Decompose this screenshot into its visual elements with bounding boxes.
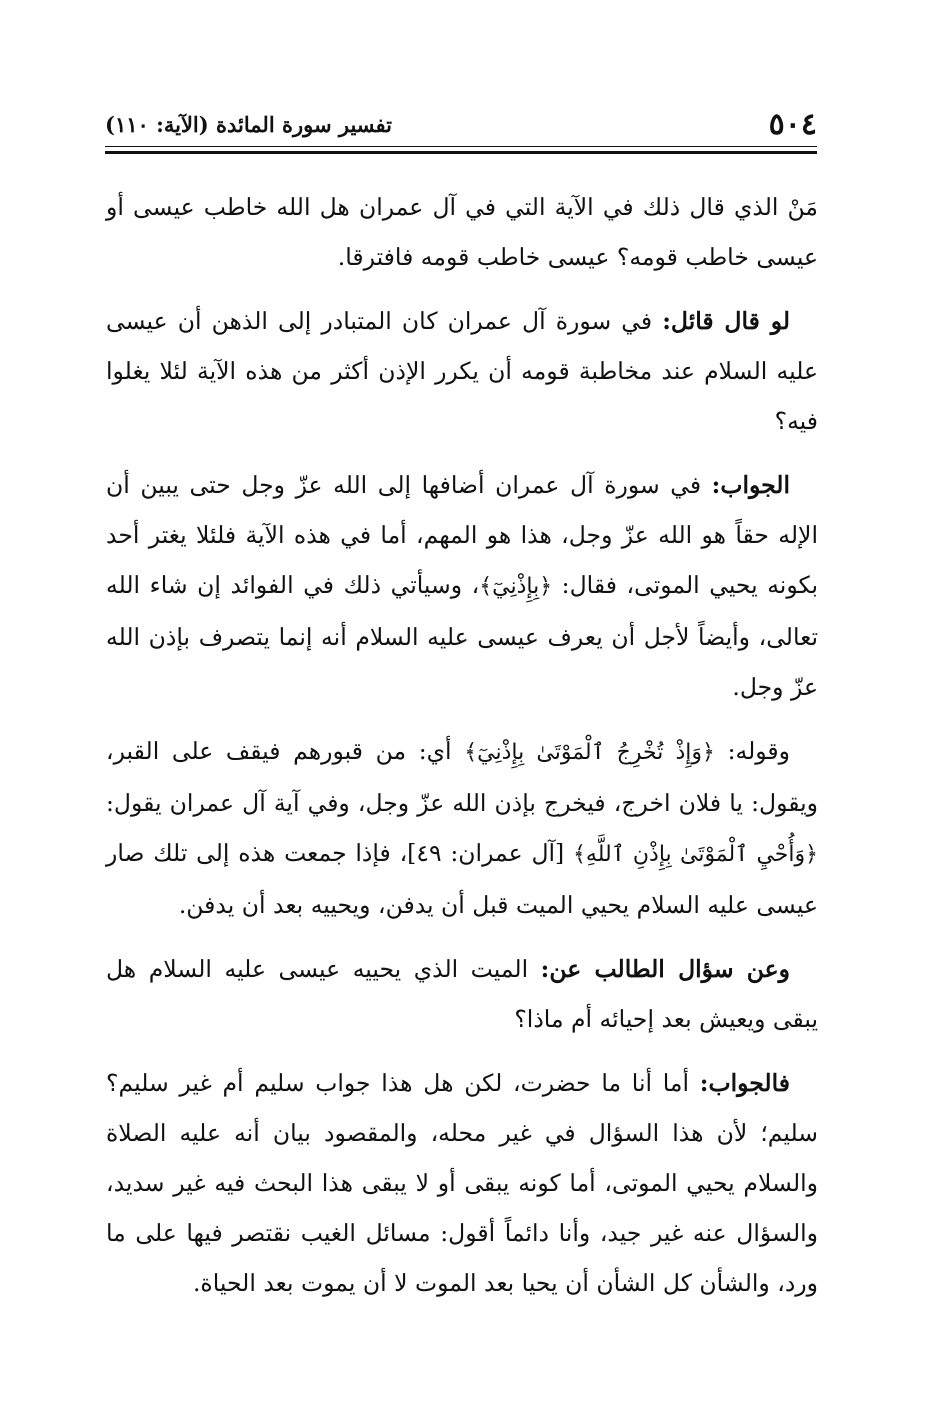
quran-quote: ﴿بِإِذْنِيٓ﴾ xyxy=(479,574,553,599)
paragraph-text: ، وسيأتي ذلك في الفوائد إن شاء الله تعالى، وأيضاً لأجل أن يعرف عيسى عليه السلام أنه إنما يتصرف بإذن الله عزّ وجل. xyxy=(106,571,818,701)
running-title: تفسير سورة المائدة (الآية: ١١٠) xyxy=(105,111,392,137)
paragraph-text: [آل عمران: ٤٩]، فإذا جمعت هذه إلى تلك صار عيسى عليه السلام يحيي الميت قبل أن يدفن، ويحييه بعد أن يدفن. xyxy=(106,839,818,919)
page-number: ٥٠٤ xyxy=(768,106,817,142)
paragraph-lead: فالجواب: xyxy=(699,1069,790,1097)
paragraph-text: الميت الذي يحييه عيسى عليه السلام هل يبقى ويعيش بعد إحيائه أم ماذا؟ xyxy=(106,955,818,1033)
paragraph-text: في سورة آل عمران أضافها إلى الله عزّ وجل حتى يبين أن الإله حقاً هو الله عزّ وجل، هذا هو المهم، أما في هذه الآية فلئلا يغتر أحد بكونه يحيي الموتى، فقال: xyxy=(106,471,819,599)
quran-quote: ﴿وَإِذْ تُخْرِجُ ٱلْمَوْتَىٰ بِإِذْنِيٓ﴾ xyxy=(464,740,715,765)
paragraph-lead: وعن سؤال الطالب عن: xyxy=(540,955,791,983)
paragraph-3 xyxy=(106,460,818,712)
header-rule-thin xyxy=(105,146,817,147)
page-header xyxy=(105,104,817,144)
paragraph-1 xyxy=(106,182,818,282)
paragraph-text: أما أنا ما حضرت، لكن هل هذا جواب سليم أم غير سليم؟ سليم؛ لأن هذا السؤال في غير محله، والمقصود بيان أنه عليه الصلاة والسلام يحيي الموتى، أما كونه يبقى أو لا يبقى هذا البحث فيه غير سديد، والسؤال عنه غير جيد، وأنا دائماً أقول: مسائل الغيب نقتصر فيها على ما ورد، والشأن كل الشأن أن يحيا بعد الموت لا أن يموت بعد الحياة. xyxy=(106,1069,818,1297)
paragraph-text: في سورة آل عمران كان المتبادر إلى الذهن أن عيسى عليه السلام عند مخاطبة قومه أن يكرر الإذن أكثر من هذه الآية لئلا يغلوا فيه؟ xyxy=(106,307,818,435)
paragraph-6 xyxy=(106,1058,818,1308)
body-text xyxy=(106,182,818,1322)
header-rule-thick xyxy=(105,151,817,154)
paragraph-5 xyxy=(106,944,818,1044)
paragraph-lead: الجواب: xyxy=(711,471,790,499)
paragraph-text: أي: من قبورهم فيقف على القبر، ويقول: يا فلان اخرج، فيخرج بإذن الله عزّ وجل، وفي آية آل عمران يقول: xyxy=(106,737,818,817)
paragraph-text: مَنْ الذي قال ذلك في الآية التي في آل عمران هل الله خاطب عيسى أو عيسى خاطب قومه؟ عيسى خاطب قومه فافترقا. xyxy=(106,193,818,271)
paragraph-2 xyxy=(106,296,818,446)
quran-quote: ﴿وَأُحْيِ ٱلْمَوْتَىٰ بِإِذْنِ ٱللَّهِ﴾ xyxy=(573,842,819,867)
paragraph-text: وقوله: xyxy=(714,737,790,765)
paragraph-4 xyxy=(106,726,818,930)
paragraph-lead: لو قال قائل: xyxy=(662,307,790,335)
